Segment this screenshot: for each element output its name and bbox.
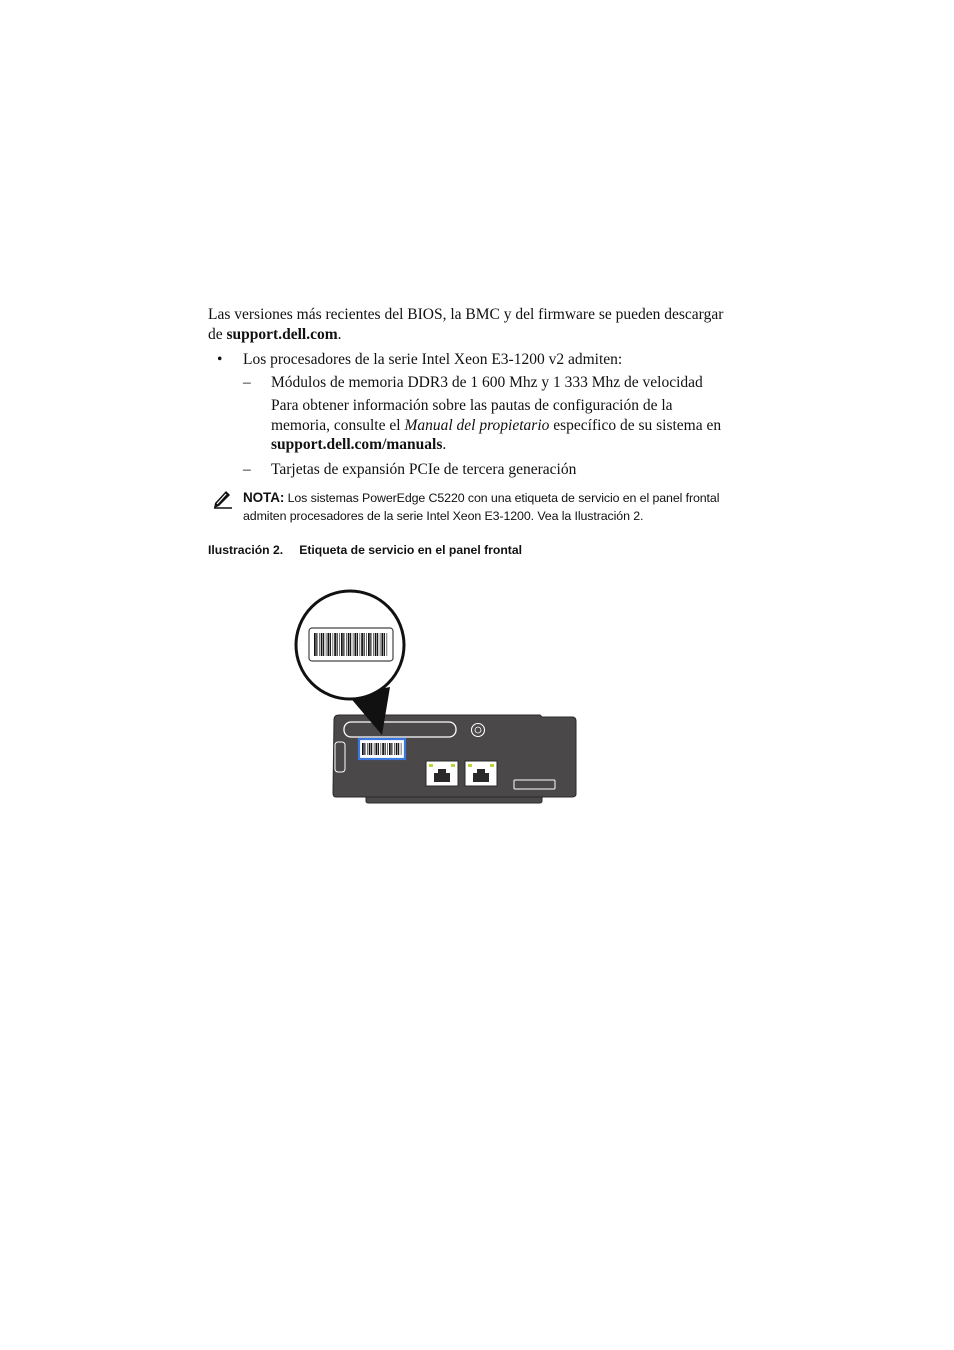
- barcode-bar: [384, 633, 385, 656]
- barcode-bar: [314, 633, 316, 656]
- barcode-bar: [391, 743, 392, 755]
- barcode-bar: [370, 633, 371, 656]
- barcode-bar: [343, 633, 344, 656]
- barcode-bar: [334, 633, 336, 656]
- front-panel-illustration: [290, 585, 590, 810]
- barcode-bar: [319, 633, 320, 656]
- barcode-bar: [367, 743, 368, 755]
- barcode-bar: [316, 633, 317, 656]
- barcode-bar: [374, 743, 375, 755]
- barcode-bar: [394, 743, 395, 755]
- barcode-bar: [357, 633, 358, 656]
- barcode-bar: [371, 743, 372, 755]
- figure-label: Ilustración 2.: [208, 543, 284, 557]
- side-latch: [335, 742, 345, 772]
- figure-caption: [208, 543, 522, 557]
- barcode-bar: [389, 743, 391, 755]
- barcode-bar: [385, 743, 386, 755]
- barcode-bar: [360, 633, 361, 656]
- barcode-bar: [321, 633, 323, 656]
- barcode-bar: [362, 743, 364, 755]
- network-port-1-icon: [426, 761, 458, 786]
- barcode-bar: [333, 633, 334, 656]
- memory-detail: Para obtener información sobre las pautas de configuración de la memoria, consulte el Manual del propietario específico de su sistema en support.dell.com/manuals.: [271, 397, 722, 453]
- barcode-bar: [330, 633, 331, 656]
- support-link[interactable]: support.dell.com: [226, 325, 338, 343]
- list-item-pcie: Tarjetas de expansión PCIe de tercera generación: [271, 461, 577, 478]
- barcode-bar: [364, 633, 365, 656]
- note: [243, 489, 758, 525]
- barcode-bar: [381, 743, 382, 755]
- barcode-bar: [398, 743, 399, 755]
- barcode-bar: [348, 633, 350, 656]
- barcode-bar: [350, 633, 351, 656]
- network-port-2-icon: [465, 761, 497, 786]
- owners-manual-title: Manual del propietario: [404, 416, 550, 434]
- note-label: NOTA:: [243, 490, 285, 505]
- dash-symbol-1: –: [243, 374, 251, 391]
- barcode-bar: [380, 633, 381, 656]
- bullet-symbol: •: [217, 351, 223, 368]
- barcode-bar: [368, 633, 370, 656]
- barcode-bar: [396, 743, 398, 755]
- barcode-bar: [382, 743, 384, 755]
- bullet-text: Los procesadores de la serie Intel Xeon E3-1200 v2 admiten:: [243, 351, 623, 368]
- intro-paragraph: [208, 305, 753, 344]
- pencil-note-icon: [211, 488, 233, 510]
- barcode-bar: [341, 633, 343, 656]
- list-item-memory: Módulos de memoria DDR3 de 1 600 Mhz y 1 333 Mhz de velocidad: [271, 374, 703, 391]
- barcode-bar: [337, 633, 338, 656]
- barcode-bar: [401, 743, 402, 755]
- note-text-1: Los sistemas PowerEdge C5220 con una etiqueta de servicio en el panel frontal: [284, 491, 720, 505]
- barcode-bar: [375, 633, 377, 656]
- manuals-link[interactable]: support.dell.com/manuals: [271, 436, 443, 453]
- barcode-bar: [339, 633, 340, 656]
- barcode-bar: [387, 633, 388, 656]
- barcode-bar: [373, 633, 374, 656]
- barcode-bar: [328, 633, 330, 656]
- barcode-bar: [387, 743, 388, 755]
- dash-symbol-2: –: [243, 461, 251, 478]
- barcode-bar: [326, 633, 327, 656]
- barcode-bar: [364, 743, 365, 755]
- barcode-bar: [376, 743, 378, 755]
- barcode-bar: [355, 633, 357, 656]
- barcode-bar: [369, 743, 371, 755]
- barcode-bar: [353, 633, 354, 656]
- barcode-bar: [346, 633, 347, 656]
- barcode-bar: [382, 633, 384, 656]
- barcode-bar: [361, 633, 363, 656]
- barcode-bar: [366, 633, 367, 656]
- usb-slot: [514, 780, 555, 789]
- intro-line-1: Las versiones más recientes del BIOS, la BMC y del firmware se pueden descargar: [208, 306, 724, 323]
- intro-line-2: de support.dell.com.: [208, 325, 342, 343]
- barcode-bar: [323, 633, 324, 656]
- barcode-bar: [378, 743, 379, 755]
- handle-slot: [344, 722, 456, 737]
- barcode-bar: [377, 633, 378, 656]
- note-text-2: admiten procesadores de la serie Intel Xeon E3-1200. Vea la Ilustración 2.: [243, 509, 644, 523]
- figure-title: Etiqueta de servicio en el panel frontal: [299, 543, 523, 557]
